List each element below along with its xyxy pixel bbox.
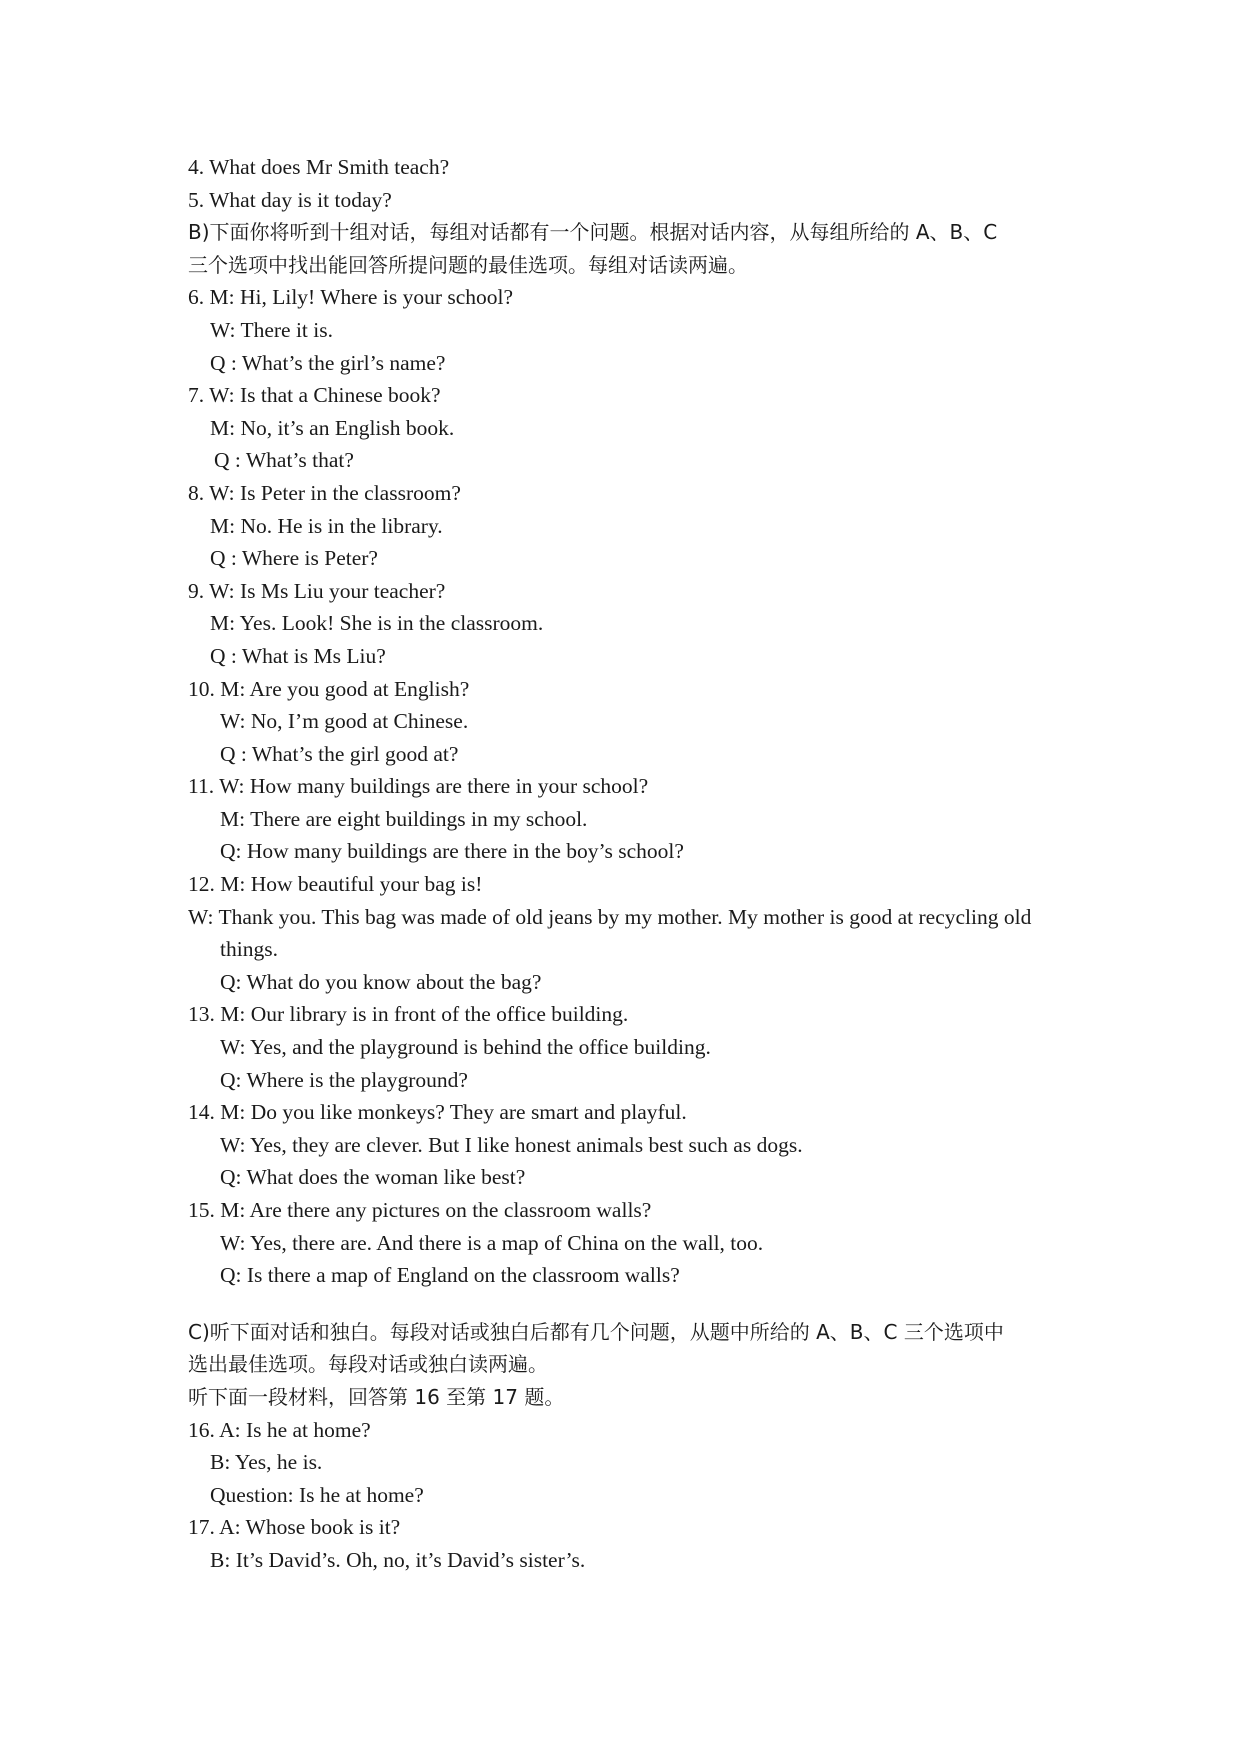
transcript-line: Question: Is he at home? [210,1482,424,1507]
transcript-line: 5. What day is it today? [188,187,392,212]
transcript-line: 4. What does Mr Smith teach? [188,155,450,179]
transcript-line: M: No. He is in the library. [210,513,443,538]
instruction-line: B)下面你将听到十组对话，每组对话都有一个问题。根据对话内容，从每组所给的 A、B、C [188,220,998,245]
transcript-line: 12. M: How beautiful your bag is! [188,872,483,897]
transcript-line: Q : Where is Peter? [210,546,378,571]
transcript-line: Q : What’s the girl good at? [220,741,459,766]
transcript-line: Q : What is Ms Liu? [210,643,386,668]
document-body [188,151,1068,1577]
transcript-line: 8. W: Is Peter in the classroom? [188,480,461,505]
transcript-line: W: Yes, there are. And there is a map of China on the wall, too. [220,1230,764,1255]
instruction-line: 选出最佳选项。每段对话或独白读两遍。 [188,1352,548,1377]
transcript-line: Q : What’s that? [214,448,354,473]
transcript-line: Q: How many buildings are there in the boy’s school? [220,839,684,864]
instruction-line: 三个选项中找出能回答所提问题的最佳选项。每组对话读两遍。 [188,252,748,277]
transcript-line: 15. M: Are there any pictures on the classroom walls? [188,1198,652,1222]
transcript-line: 14. M: Do you like monkeys? They are smart and playful. [188,1100,687,1125]
transcript-line: 11. W: How many buildings are there in your school? [188,774,649,799]
transcript-line: 10. M: Are you good at English? [188,676,470,701]
transcript-line: M: There are eight buildings in my school. [220,806,588,831]
transcript-line: 13. M: Our library is in front of the office building. [188,1002,629,1027]
transcript-line: 17. A: Whose book is it? [188,1515,401,1540]
instruction-line: 听下面一段材料，回答第 16 至第 17 题。 [188,1384,565,1409]
transcript-line: M: Yes. Look! She is in the classroom. [210,611,544,636]
transcript-line: B: Yes, he is. [210,1450,323,1475]
transcript-line: Q : What’s the girl’s name? [210,350,446,375]
transcript-line: Q: What does the woman like best? [220,1165,526,1190]
transcript-line: 16. A: Is he at home? [188,1417,371,1442]
transcript-line: 7. W: Is that a Chinese book? [188,383,441,408]
transcript-line: Q: Where is the playground? [220,1067,468,1092]
transcript-line: B: It’s David’s. Oh, no, it’s David’s sister’s. [210,1547,586,1572]
transcript-line: W: Thank you. This bag was made of old jeans by my mother. My mother is good at recycling old things. [188,904,1032,962]
instruction-line: C)听下面对话和独白。每段对话或独白后都有几个问题，从题中所给的 A、B、C 三个选项中 [188,1319,1004,1344]
transcript-line: W: No, I’m good at Chinese. [220,709,469,734]
transcript-line: M: No, it’s an English book. [210,415,455,440]
transcript-line: W: Yes, they are clever. But I like honest animals best such as dogs. [220,1132,803,1157]
transcript-line: W: There it is. [210,317,333,342]
transcript-line: 6. M: Hi, Lily! Where is your school? [188,285,514,310]
transcript-line: Q: Is there a map of England on the classroom walls? [220,1263,680,1288]
transcript-line: Q: What do you know about the bag? [220,969,542,994]
transcript-line: W: Yes, and the playground is behind the office building. [220,1035,711,1060]
section-gap [188,1292,1068,1316]
transcript-line: 9. W: Is Ms Liu your teacher? [188,578,446,603]
